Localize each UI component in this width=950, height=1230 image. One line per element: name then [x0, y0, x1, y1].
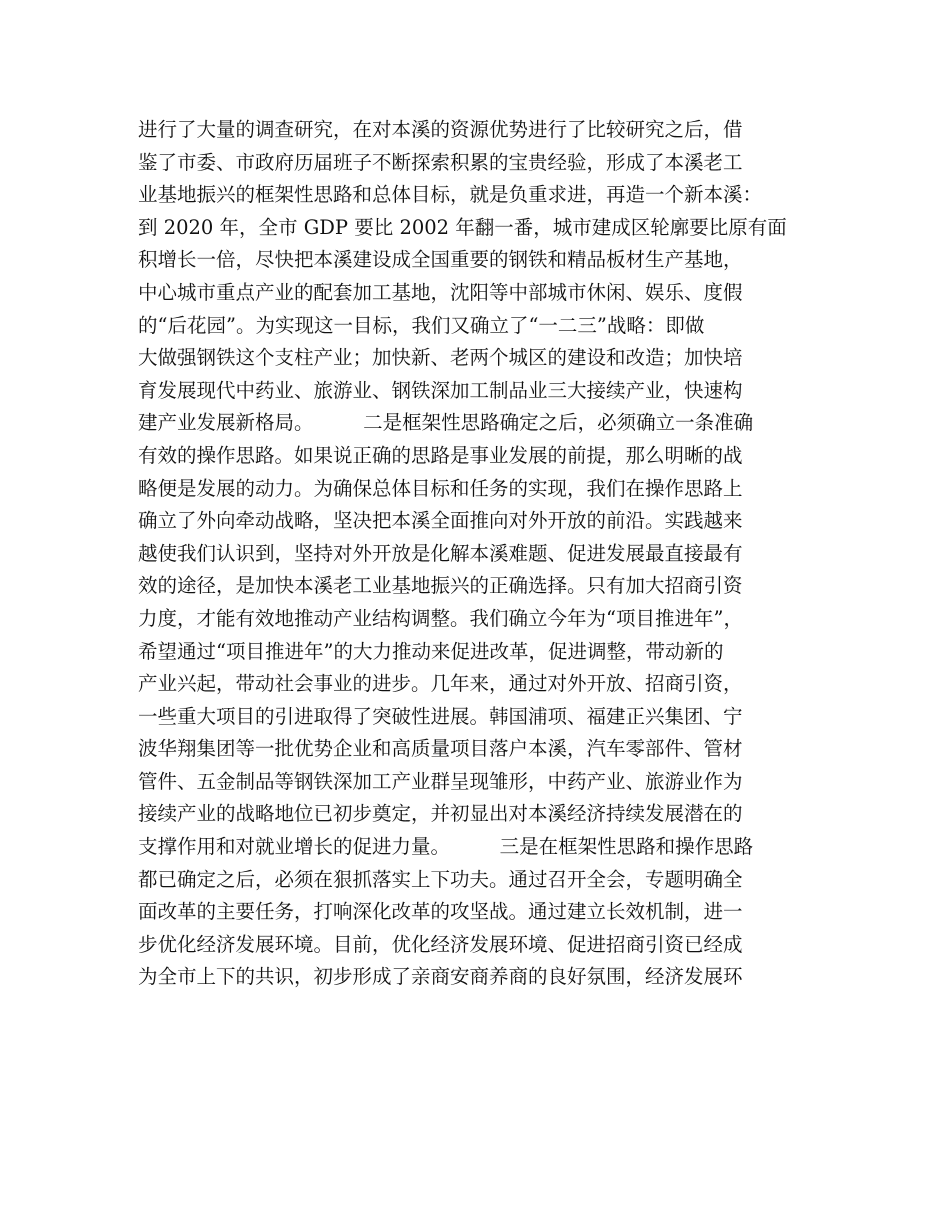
text-line: 到 2020 年，全市 GDP 要比 2002 年翻一番，城市建成区轮廓要比原有面: [138, 215, 787, 239]
text-line: 鉴了市委、市政府历届班子不断探索积累的宝贵经验，形成了本溪老工: [138, 150, 743, 174]
text-line: 支撑作用和对就业增长的促进力量。 三是在框架性思路和操作思路: [138, 835, 754, 859]
text-line: 一些重大项目的引进取得了突破性进展。韩国浦项、福建正兴集团、宁: [138, 704, 743, 728]
text-line: 进行了大量的调查研究，在对本溪的资源优势进行了比较研究之后，借: [138, 118, 743, 141]
body-text: [138, 114, 838, 994]
text-line: 育发展现代中药业、旅游业、钢铁深加工制品业三大接续产业，快速构: [138, 378, 743, 402]
text-line: 波华翔集团等一批优势企业和高质量项目落户本溪，汽车零部件、管材: [138, 737, 743, 761]
text-line: 中心城市重点产业的配套加工基地，沈阳等中部城市休闲、娱乐、度假: [138, 280, 743, 304]
text-line: 的“后花园”。为实现这一目标，我们又确立了“一二三”战略：即做: [138, 313, 705, 337]
text-line: 管件、五金制品等钢铁深加工产业群呈现雏形，中药产业、旅游业作为: [138, 769, 743, 793]
text-line: 确立了外向牵动战略，坚决把本溪全面推向对外开放的前沿。实践越来: [138, 509, 743, 533]
text-line: 力度，才能有效地推动产业结构调整。我们确立今年为“项目推进年”，: [138, 606, 743, 630]
text-line: 建产业发展新格局。 二是框架性思路确定之后，必须确立一条准确: [138, 411, 754, 435]
text-line: 都已确定之后，必须在狠抓落实上下功夫。通过召开全会，专题明确全: [138, 867, 743, 891]
text-line: 面改革的主要任务，打响深化改革的攻坚战。通过建立长效机制，进一: [138, 900, 743, 924]
text-line: 为全市上下的共识，初步形成了亲商安商养商的良好氛围，经济发展环: [138, 965, 743, 989]
text-line: 步优化经济发展环境。目前，优化经济发展环境、促进招商引资已经成: [138, 932, 743, 956]
text-line: 越使我们认识到，坚持对外开放是化解本溪难题、促进发展最直接最有: [138, 541, 743, 565]
text-line: 希望通过“项目推进年”的大力推动来促进改革，促进调整，带动新的: [138, 639, 724, 663]
text-line: 业基地振兴的框架性思路和总体目标，就是负重求进，再造一个新本溪：: [138, 183, 763, 207]
text-line: 效的途径，是加快本溪老工业基地振兴的正确选择。只有加大招商引资: [138, 574, 743, 598]
text-line: 产业兴起，带动社会事业的进步。几年来，通过对外开放、招商引资，: [138, 672, 743, 696]
text-line: 略便是发展的动力。为确保总体目标和任务的实现，我们在操作思路上: [138, 476, 743, 500]
text-line: 接续产业的战略地位已初步奠定，并初显出对本溪经济持续发展潜在的: [138, 802, 743, 826]
text-line: 积增长一倍，尽快把本溪建设成全国重要的钢铁和精品板材生产基地，: [138, 248, 743, 272]
text-line: 大做强钢铁这个支柱产业；加快新、老两个城区的建设和改造；加快培: [138, 346, 743, 370]
text-line: 有效的操作思路。如果说正确的思路是事业发展的前提，那么明晰的战: [138, 443, 743, 467]
